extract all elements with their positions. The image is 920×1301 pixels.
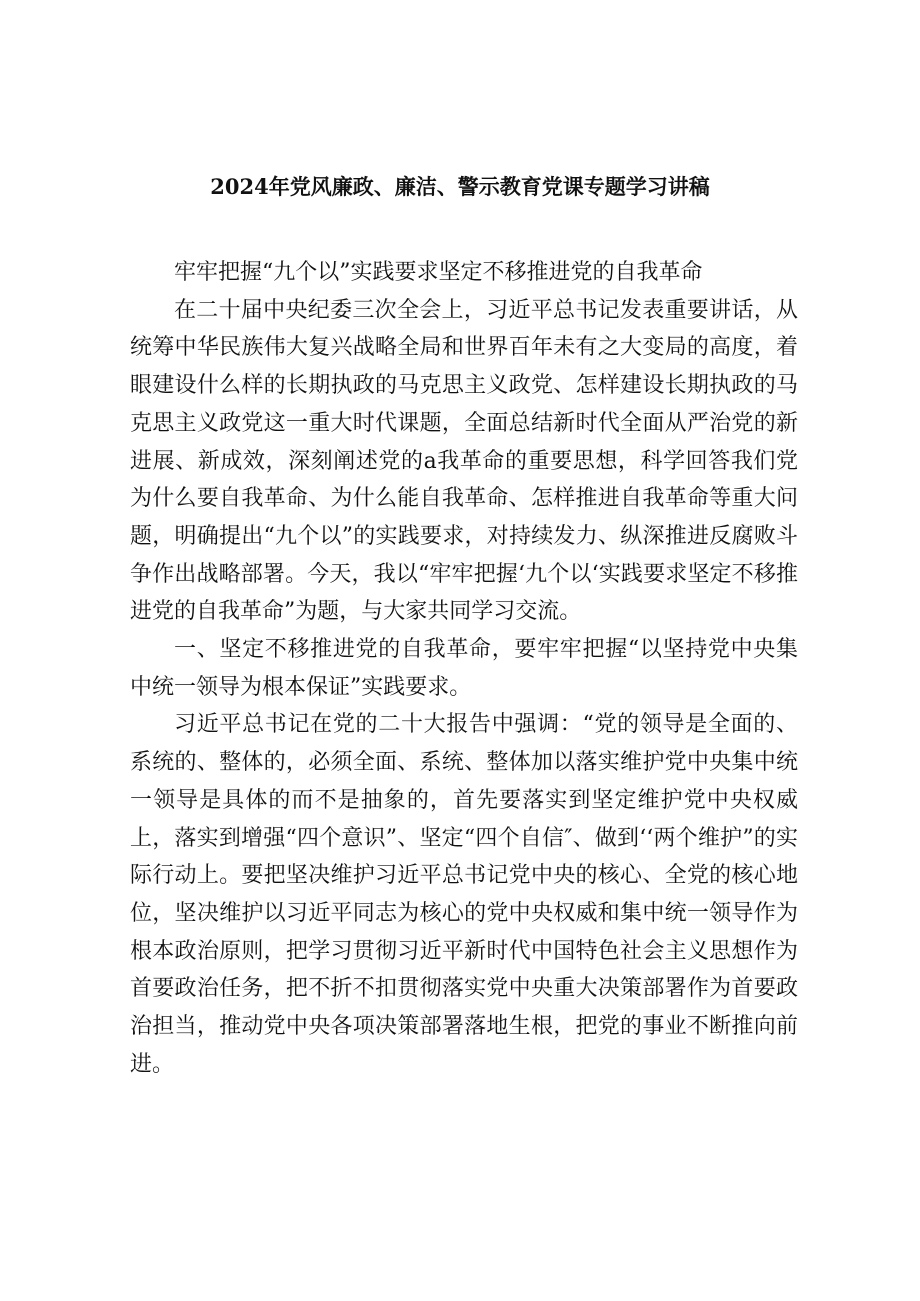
intro-paragraph: 在二十届中央纪委三次全会上，习近平总书记发表重要讲话，从统筹中华民族伟大复兴战略全局和世界百年未有之大变局的高度，着眼建设什么样的长期执政的马克思主义政党、怎样建设长期执政的马克思主义政党这一重大时代课题，全面总结新时代全面从严治党的新进展、新成效，深刻阐述党的a我革命的重要思想，科学回答我们党为什么要自我革命、为什么能自我革命、怎样推进自我革命等重大问题，明确提出“九个以”的实践要求，对持续发力、纵深推进反腐败斗争作出战略部署。今天，我以“牢牢把握‘九个以‘实践要求坚定不移推进党的自我革命”为题，与大家共同学习交流。 xyxy=(130,297,798,625)
document-body xyxy=(130,254,798,1083)
section-heading: 牢牢把握“九个以”实践要求坚定不移推进党的自我革命 xyxy=(174,260,703,285)
section-one-paragraph: 习近平总书记在党的二十大报告中强调：“党的领导是全面的、系统的、整体的，必须全面、系统、整体加以落实维护党中央集中统一领导是具体的而不是抽象的，首先要落实到坚定维护党中央权威上，落实到增强“四个意识”、坚定“四个自信″、做到‘‘两个维护”的实际行动上。要把坚决维护习近平总书记党中央的核心、全党的核心地位，坚决维护以习近平同志为核心的党中央权威和集中统一领导作为根本政治原则，把学习贯彻习近平新时代中国特色社会主义思想作为首要政治任务，把不折不扣贯彻落实党中央重大决策部署作为首要政治担当，推动党中央各项决策部署落地生根，把党的事业不断推向前进。 xyxy=(130,712,798,1077)
document-title: 2024年党风廉政、廉洁、警示教育党课专题学习讲稿 xyxy=(210,174,710,199)
section-one-heading: 一、坚定不移推进党的自我革命，要牢牢把握“以坚持党中央集中统一领导为根本保证”实践要求。 xyxy=(130,637,798,700)
